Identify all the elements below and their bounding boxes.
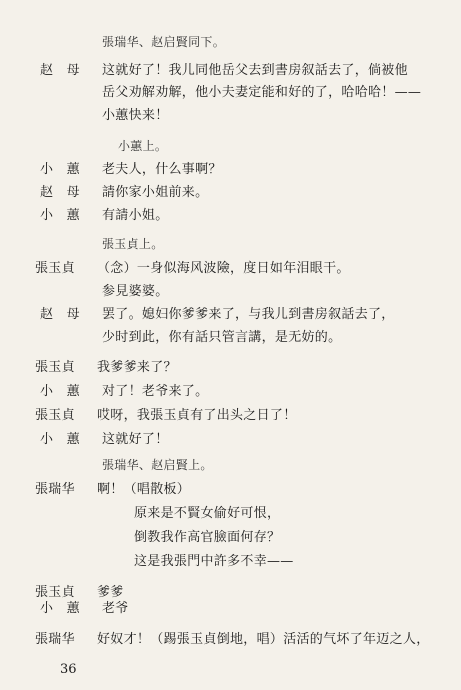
- dialogue-line: [102, 85, 421, 101]
- dialogue-line: [40, 162, 222, 178]
- line-text: 小蕙上。: [118, 139, 168, 153]
- line-text: 我爹爹来了？: [97, 360, 177, 375]
- speaker-name: 赵 母: [40, 185, 80, 200]
- line-text: 对了！老爷来了。: [102, 384, 209, 399]
- line-text: 倒教我作高官臉面何存？: [134, 530, 281, 545]
- line-text: 少时到此，你有話只管言講，是无妨的。: [102, 330, 342, 345]
- speaker-name: 赵 母: [40, 63, 80, 78]
- speaker-name: 張玉貞: [35, 261, 75, 276]
- speaker-name: 小 蕙: [40, 162, 80, 177]
- line-text: 張瑞华、赵启賢同下。: [102, 35, 226, 49]
- line-text: 岳父劝解劝解，他小夫妻定能和好的了，哈哈哈！——: [102, 85, 422, 100]
- speaker-name: 赵 母: [40, 307, 80, 322]
- dialogue-line: [35, 360, 177, 376]
- dialogue-line: [40, 185, 208, 201]
- speaker-name: 小 蕙: [40, 601, 80, 616]
- line-text: 張瑞华、赵启賢上。: [102, 458, 213, 472]
- speaker-name: 張瑞华: [35, 632, 75, 647]
- dialogue-line: [134, 554, 294, 570]
- dialogue-line: [40, 432, 169, 448]
- line-text: 請你家小姐前来。: [102, 185, 209, 200]
- stage-direction: [102, 457, 213, 473]
- dialogue-line: [35, 585, 124, 601]
- stage-direction: [102, 34, 225, 50]
- dialogue-line: [40, 601, 129, 617]
- line-text: 好奴才！（踢張玉貞倒地，唱）活活的气坏了年迈之人，: [97, 632, 430, 647]
- speaker-name: 小 蕙: [40, 432, 80, 447]
- line-text: 老爷: [102, 601, 129, 616]
- dialogue-line: [102, 108, 169, 124]
- speaker-name: 張玉貞: [35, 585, 75, 600]
- line-text: 原来是不賢女偷好可恨，: [134, 506, 281, 521]
- dialogue-line: [102, 284, 169, 300]
- page-number: 36: [60, 662, 77, 677]
- dialogue-line: [102, 330, 341, 346]
- stage-direction: [118, 138, 167, 154]
- dialogue-line: [35, 261, 350, 277]
- speaker-name: 張瑞华: [35, 482, 75, 497]
- line-text: 小蕙快来！: [102, 108, 169, 123]
- line-text: 哎呀，我張玉貞有了出头之日了！: [97, 408, 297, 423]
- line-text: 爹爹: [97, 585, 124, 600]
- line-text: 罢了。媳妇你爹爹来了，与我儿到書房叙話去了，: [102, 307, 395, 322]
- line-text: 参見婆婆。: [102, 284, 169, 299]
- speaker-name: 張玉貞: [35, 360, 75, 375]
- line-text: 这是我張門中許多不幸——: [134, 554, 294, 569]
- dialogue-line: [40, 63, 408, 79]
- line-text: 这就好了！我儿同他岳父去到書房叙話去了，倘被他: [102, 63, 408, 78]
- line-text: （念）一身似海风波險，度日如年泪眼干。: [97, 261, 350, 276]
- dialogue-line: [40, 307, 395, 323]
- dialogue-line: [35, 482, 190, 498]
- line-text: 这就好了！: [102, 432, 169, 447]
- line-text: 有請小姐。: [102, 208, 169, 223]
- dialogue-line: [40, 384, 208, 400]
- dialogue-line: [35, 632, 430, 648]
- dialogue-line: [35, 408, 297, 424]
- line-text: 張玉貞上。: [102, 237, 164, 251]
- speaker-name: 小 蕙: [40, 384, 80, 399]
- dialogue-line: [134, 530, 280, 546]
- dialogue-line: [134, 506, 280, 522]
- line-text: 老夫人，什么事啊？: [102, 162, 222, 177]
- stage-direction: [102, 236, 164, 252]
- speaker-name: 張玉貞: [35, 408, 75, 423]
- dialogue-line: [40, 208, 169, 224]
- speaker-name: 小 蕙: [40, 208, 80, 223]
- line-text: 啊！（唱散板）: [97, 482, 191, 497]
